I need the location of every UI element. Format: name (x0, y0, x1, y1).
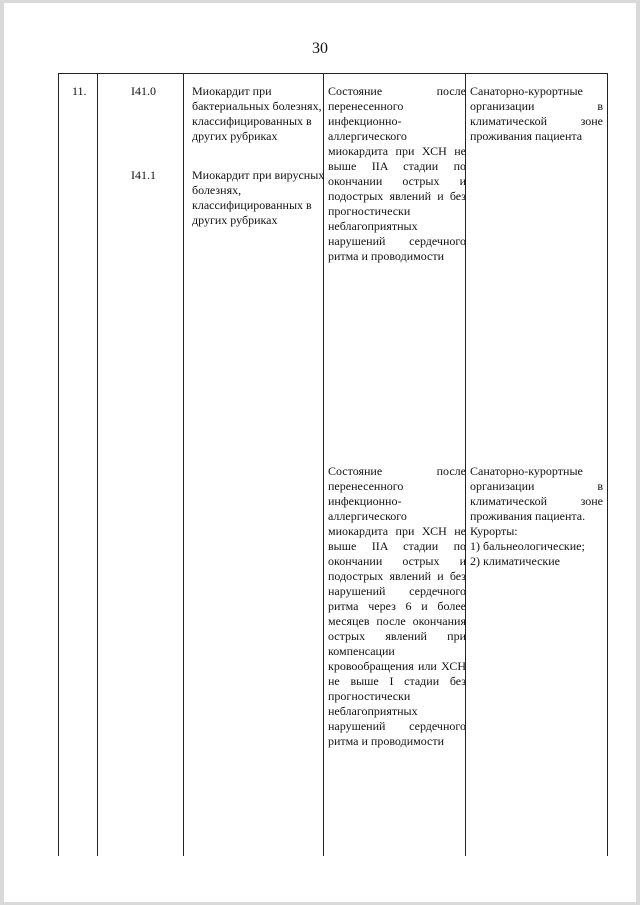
column-divider (183, 74, 184, 856)
resorts-label: Курорты: (470, 524, 518, 538)
row-number: 11. (72, 84, 87, 98)
list-item: 1) бальнеологические; (470, 539, 585, 553)
diagnosis-name: Миокардит при бактериальных болезнях, классифицированных в других рубриках (192, 84, 322, 143)
column-divider (97, 74, 98, 856)
document-page (4, 3, 636, 902)
diagnosis-name: Миокардит при вирусных болезнях, классифицированных в других рубриках (192, 168, 325, 227)
sanatorium-recommendation: Санаторно-курортные организации в климатической зоне проживания пациента. (470, 464, 603, 523)
sanatorium-recommendation-block (470, 464, 603, 569)
patient-condition: Состояние после перенесенного инфекционно-аллергического миокардита при ХСН не выше IIA стадии по окончании острых и подострых явлений и без нарушений сердечного ритма через 6 и более месяцев после окончания острых явлений при компенсации кровообращения или ХСН не выше I стадии без прогностически неблагоприятных нарушений сердечного ритма и проводимости (328, 464, 466, 748)
resorts-list (470, 539, 603, 569)
page-number: 30 (312, 40, 328, 57)
table-row (58, 73, 608, 856)
patient-condition: Состояние после перенесенного инфекционно-аллергического миокардита при ХСН не выше IIA стадии по окончании острых и подострых явлений и без прогностически неблагоприятных нарушений сердечного ритма и проводимости (328, 84, 466, 263)
list-item: 2) климатические (470, 554, 560, 568)
icd-code: I41.1 (131, 168, 156, 182)
icd-code: I41.0 (131, 84, 156, 98)
sanatorium-recommendation: Санаторно-курортные организации в климатической зоне проживания пациента (470, 84, 603, 143)
